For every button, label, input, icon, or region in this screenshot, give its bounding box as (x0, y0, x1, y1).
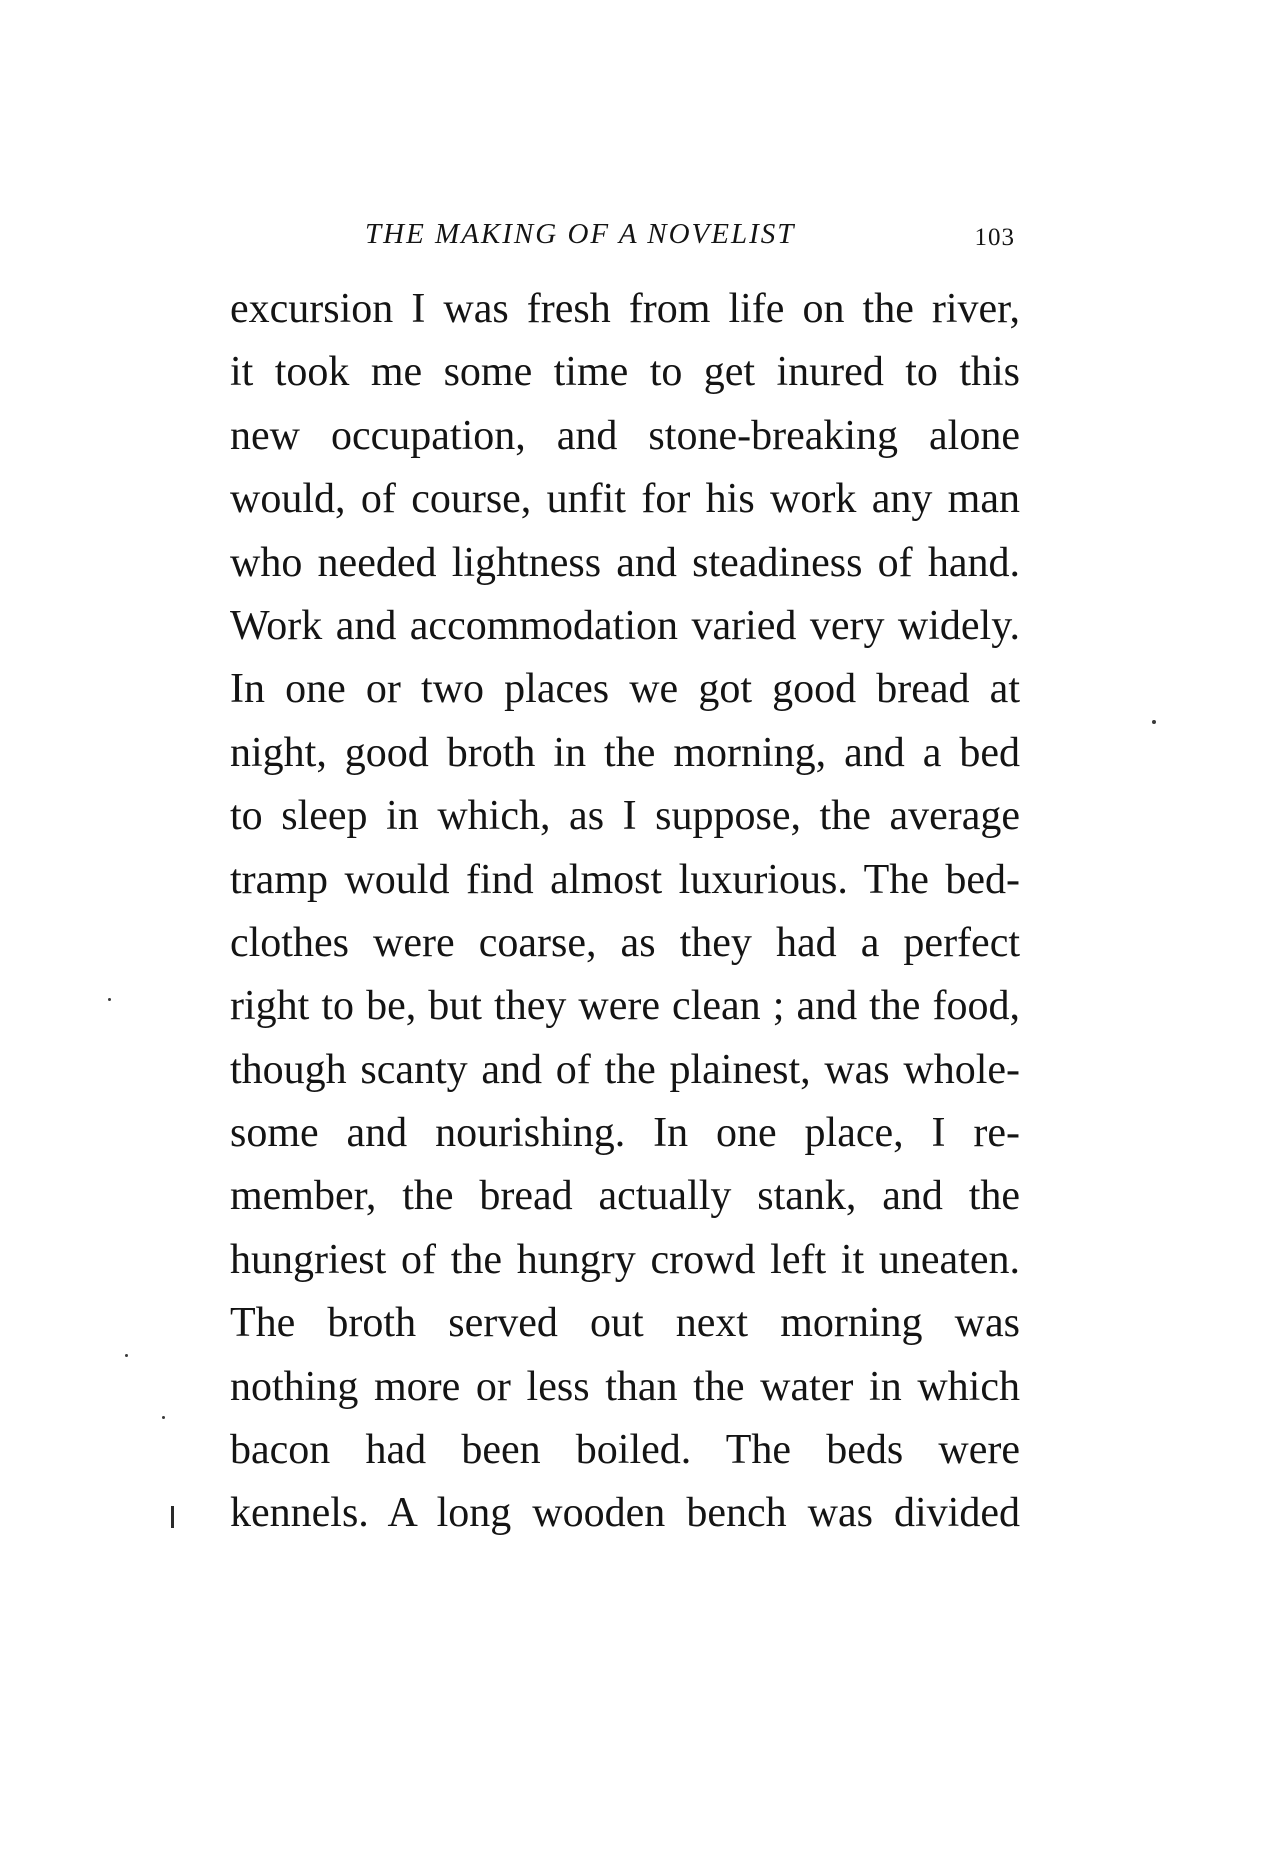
text-line: hungriest of the hungry crowd left it uneaten. (230, 1236, 1020, 1283)
text-line: it took me some time to get inured to this (230, 349, 1020, 396)
text-line: who needed lightness and steadiness of hand. (230, 539, 1020, 586)
text-line: would, of course, unfit for his work any man (230, 476, 1020, 523)
scan-speck (1152, 720, 1156, 724)
running-head (365, 218, 1015, 258)
scan-speck (162, 1416, 165, 1419)
scan-speck (108, 998, 111, 1001)
text-line: though scanty and of the plainest, was whole- (230, 1046, 1020, 1093)
text-line: nothing more or less than the water in which (230, 1363, 1020, 1410)
text-line: some and nourishing. In one place, I re- (230, 1110, 1020, 1157)
text-line: tramp would find almost luxurious. The bed- (230, 856, 1020, 903)
text-line: excursion I was fresh from life on the river, (230, 286, 1020, 332)
scan-speck (125, 1354, 128, 1357)
text-line: night, good broth in the morning, and a bed (230, 729, 1020, 776)
text-line: member, the bread actually stank, and the (230, 1173, 1020, 1220)
scan-mark (171, 1506, 174, 1528)
text-line: bacon had been boiled. The beds were (230, 1427, 1020, 1474)
text-line: The broth served out next morning was (230, 1300, 1020, 1347)
body-text (230, 288, 1020, 1556)
text-line: Work and accommodation varied very widely. (230, 602, 1020, 649)
text-line: to sleep in which, as I suppose, the average (230, 793, 1020, 840)
page-number: 103 (974, 224, 1015, 251)
text-line: kennels. A long wooden bench was divided (230, 1490, 1020, 1537)
text-line: clothes were coarse, as they had a perfect (230, 919, 1020, 966)
text-line: right to be, but they were clean ; and the food, (230, 983, 1020, 1030)
text-line: In one or two places we got good bread at (230, 666, 1020, 713)
text-line: new occupation, and stone-breaking alone (230, 412, 1020, 459)
running-title: THE MAKING OF A NOVELIST (365, 218, 796, 250)
